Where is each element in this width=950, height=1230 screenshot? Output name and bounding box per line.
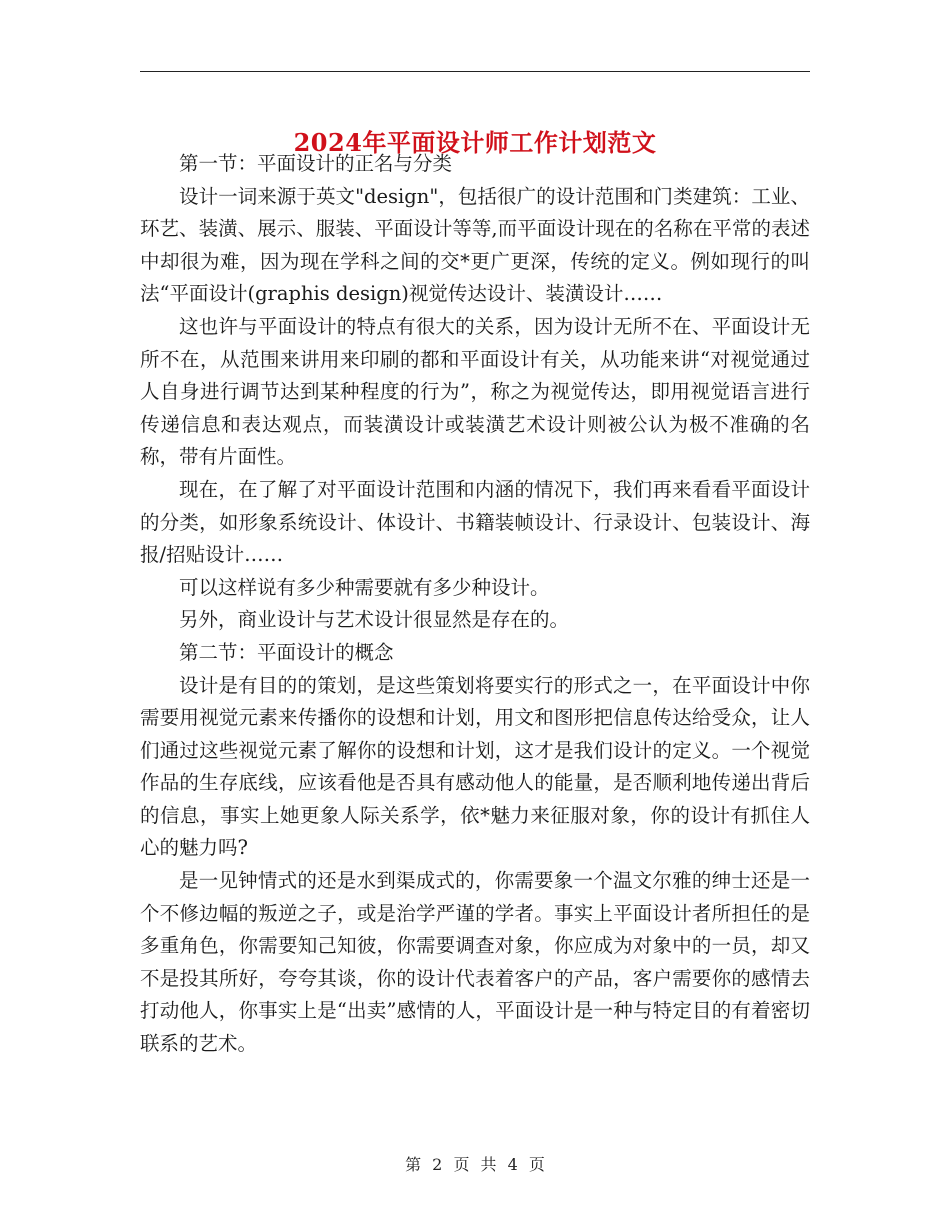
header-rule — [140, 71, 810, 72]
paragraph: 可以这样说有多少种需要就有多少种设计。 — [179, 575, 550, 599]
section-heading-1: 第一节：平面设计的正名与分类 — [179, 152, 453, 175]
page-number: 第 2 页 共 4 页 — [405, 1155, 545, 1174]
paragraph: 是一见钟情式的还是水到渠成式的，你需要象一个温文尔雅的绅士还是一个不修边幅的叛逆之子，或是治学严谨的学者。事实上平面设计者所担任的是多重角色，你需要知己知彼，你需要调查对象，你应成为对象中的一员，却又不是投其所好，夸夸其谈，你的设计代表着客户的产品，客户需要你的感情去打动他人，你事实上是“出卖”感情的人，平面设计是一种与特定目的有着密切联系的艺术。 — [140, 869, 810, 1056]
paragraph: 这也许与平面设计的特点有很大的关系，因为设计无所不在、平面设计无所不在，从范围来讲用来印刷的都和平面设计有关，从功能来讲“对视觉通过人自身进行调节达到某种程度的行为”，称之为视觉传达，即用视觉语言进行传递信息和表达观点，而装潢设计或装潢艺术设计则被公认为极不准确的名称，带有片面性。 — [140, 314, 810, 469]
paragraph: 设计是有目的的策划，是这些策划将要实行的形式之一，在平面设计中你需要用视觉元素来传播你的设想和计划，用文和图形把信息传达给受众，让人们通过这些视觉元素了解你的设想和计划，这才是我们设计的定义。一个视觉作品的生存底线，应该看他是否具有感动他人的能量，是否顺利地传递出背后的信息，事实上她更象人际关系学，依*魅力来征服对象，你的设计有抓住人心的魅力吗? — [140, 673, 810, 860]
document-body — [140, 148, 810, 1061]
section-heading-2: 第二节：平面设计的概念 — [179, 640, 394, 664]
paragraph: 设计一词来源于英文"design"，包括很广的设计范围和门类建筑：工业、环艺、装潢、展示、服装、平面设计等等,而平面设计现在的名称在平常的表述中却很为难，因为现在学科之间的交*更广更深，传统的定义。例如现行的叫法“平面设计(graphis design)视觉传达设计、装潢设计…… — [140, 184, 810, 306]
page-title: 2024年平面设计师工作计划范文 — [293, 128, 657, 158]
paragraph: 现在，在了解了对平面设计范围和内涵的情况下，我们再来看看平面设计的分类，如形象系统设计、体设计、书籍装帧设计、行录设计、包装设计、海报/招贴设计…… — [140, 477, 810, 567]
paragraph: 另外，商业设计与艺术设计很显然是存在的。 — [179, 608, 570, 632]
